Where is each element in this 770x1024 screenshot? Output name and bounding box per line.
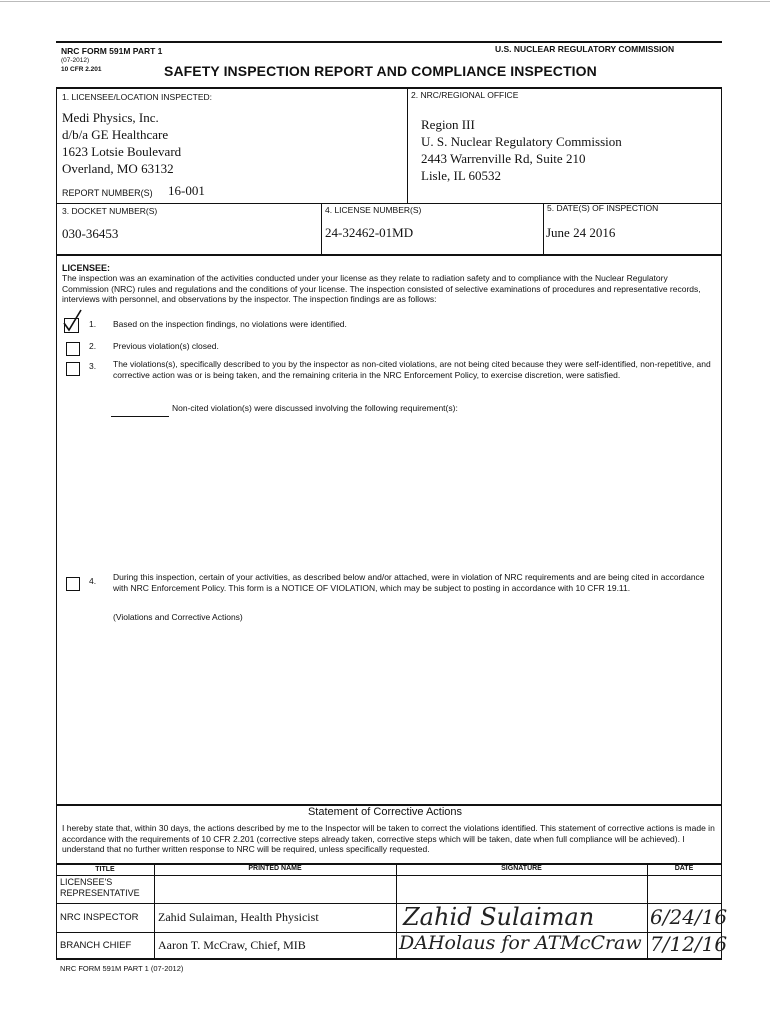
table-row1-rule: [56, 903, 722, 904]
branch-chief-signature: DAHolaus for ATMcCraw: [399, 932, 642, 954]
page-title: SAFETY INSPECTION REPORT AND COMPLIANCE INSPECTION: [164, 63, 597, 79]
office-line: 2443 Warrenville Rd, Suite 210: [421, 151, 586, 166]
licensee-line: Medi Physics, Inc.: [62, 110, 159, 125]
violations-caption: (Violations and Corrective Actions): [113, 612, 243, 622]
item-3-text: The violations(s), specifically described to you by the inspector as non-cited violations, are not being cited because they were self-identified, non-repetitive, and corrective action was or is being taken, and the remaining criteria in the NRC Enforcement Policy, to exercise discretion, were satisfied.: [113, 359, 711, 380]
docket-number: 030-36453: [62, 226, 119, 241]
col-signature-header: SIGNATURE: [501, 865, 542, 872]
inspection-date: June 24 2016: [546, 225, 616, 240]
report-number-label: REPORT NUMBER(S): [62, 188, 153, 198]
item-4-number: 4.: [89, 576, 97, 586]
col-divider-title: [154, 863, 155, 958]
row-title: LICENSEE'S REPRESENTATIVE: [60, 877, 140, 898]
inspector-date: 6/24/16: [650, 905, 728, 929]
col-divider-signature: [647, 863, 648, 958]
inspection-intro: The inspection was an examination of the activities conducted under your license as they relate to radiation safety and to compliance with the Nuclear Regulatory Commission (NRC) rules and regulations and the conditions of your license. The inspection consisted of selective examinations of procedures and representative records, interviews with personnel, and observations by the inspector. The inspection findings are as follows:: [62, 273, 701, 304]
branch-chief-date: 7/12/16: [650, 932, 728, 956]
item-1-checkbox[interactable]: [64, 318, 79, 333]
item-4-checkbox[interactable]: [66, 577, 80, 591]
license-number: 24-32462-01MD: [325, 225, 414, 240]
noncited-text: Non-cited violation(s) were discussed involving the following requirement(s):: [172, 403, 458, 413]
statement-heading: Statement of Corrective Actions: [307, 806, 463, 818]
report-number: 16-001: [168, 183, 205, 198]
row-title: BRANCH CHIEF: [60, 940, 132, 951]
table-header-rule: [56, 875, 722, 876]
col-divider-name: [396, 863, 397, 958]
frame-right: [721, 87, 722, 958]
cfr-reference: 10 CFR 2.201: [61, 66, 102, 73]
licensee-label: 1. LICENSEE/LOCATION INSPECTED:: [62, 92, 213, 102]
frame-left: [56, 87, 57, 958]
noncited-blank: [111, 416, 169, 417]
item-3-number: 3.: [89, 361, 97, 371]
item-2-checkbox[interactable]: [66, 342, 80, 356]
item-2-text: Previous violation(s) closed.: [113, 341, 219, 351]
licensee-heading: LICENSEE:: [62, 263, 111, 273]
form-id: NRC FORM 591M PART 1: [61, 46, 163, 56]
item-4-text: During this inspection, certain of your activities, as described below and/or attached, were in violation of NRC requirements and are being cited in accordance with NRC Enforcement Policy. This form is a NOTICE OF VIOLATION, which may be subject to posting in accordance with 10 CFR 19.11.: [113, 572, 705, 593]
item-2-number: 2.: [89, 341, 97, 351]
row-printed-name: Aaron T. McCraw, Chief, MIB: [158, 938, 306, 952]
item-1-number: 1.: [89, 319, 97, 329]
item-3-checkbox[interactable]: [66, 362, 80, 376]
row-title: NRC INSPECTOR: [60, 912, 139, 923]
divider-3-4: [321, 203, 322, 254]
office-line: U. S. Nuclear Regulatory Commission: [421, 134, 622, 149]
licensee-line: d/b/a GE Healthcare: [62, 127, 169, 142]
table-bottom: [56, 958, 722, 960]
header-rule: [56, 87, 722, 89]
license-label: 4. LICENSE NUMBER(S): [325, 205, 422, 215]
form-revision: (07-2012): [61, 57, 90, 64]
checkmark-icon: [62, 309, 82, 331]
col-date-header: DATE: [674, 865, 694, 872]
regional-office-address: [421, 116, 622, 184]
item-1-text: Based on the inspection findings, no violations were identified.: [113, 319, 347, 329]
footer-form-id: NRC FORM 591M PART 1 (07-2012): [60, 964, 184, 973]
licensee-address: [62, 109, 181, 177]
row-printed-name: Zahid Sulaiman, Health Physicist: [158, 910, 319, 924]
licensee-line: Overland, MO 63132: [62, 161, 174, 176]
divider-4-5: [543, 203, 544, 254]
office-line: Lisle, IL 60532: [421, 168, 502, 183]
licensee-line: 1623 Lotsie Boulevard: [62, 144, 182, 159]
rule-row2-bottom: [56, 254, 722, 256]
agency-name: U.S. NUCLEAR REGULATORY COMMISSION: [495, 44, 675, 54]
inspector-signature: Zahid Sulaiman: [403, 903, 595, 931]
frame-top: [56, 41, 722, 43]
regional-office-label: 2. NRC/REGIONAL OFFICE: [411, 90, 519, 100]
office-line: Region III: [421, 117, 475, 132]
inspection-date-label: 5. DATE(S) OF INSPECTION: [547, 203, 659, 213]
scan-edge: [0, 1, 770, 2]
divider-1-2: [407, 87, 408, 203]
docket-label: 3. DOCKET NUMBER(S): [62, 206, 158, 216]
col-title-header: TITLE: [95, 866, 115, 873]
statement-text: I hereby state that, within 30 days, the actions described by me to the Inspector will be taken to correct the violations identified. This statement of corrective actions is made in accordance with the requirements of 10 CFR 2.201 (corrective steps already taken, corrective steps which will be taken, date when full compliance will be achieved). I understand that no further written response to NRC will be required, unless specifically requested.: [62, 823, 715, 854]
col-name-header: PRINTED NAME: [248, 865, 302, 872]
